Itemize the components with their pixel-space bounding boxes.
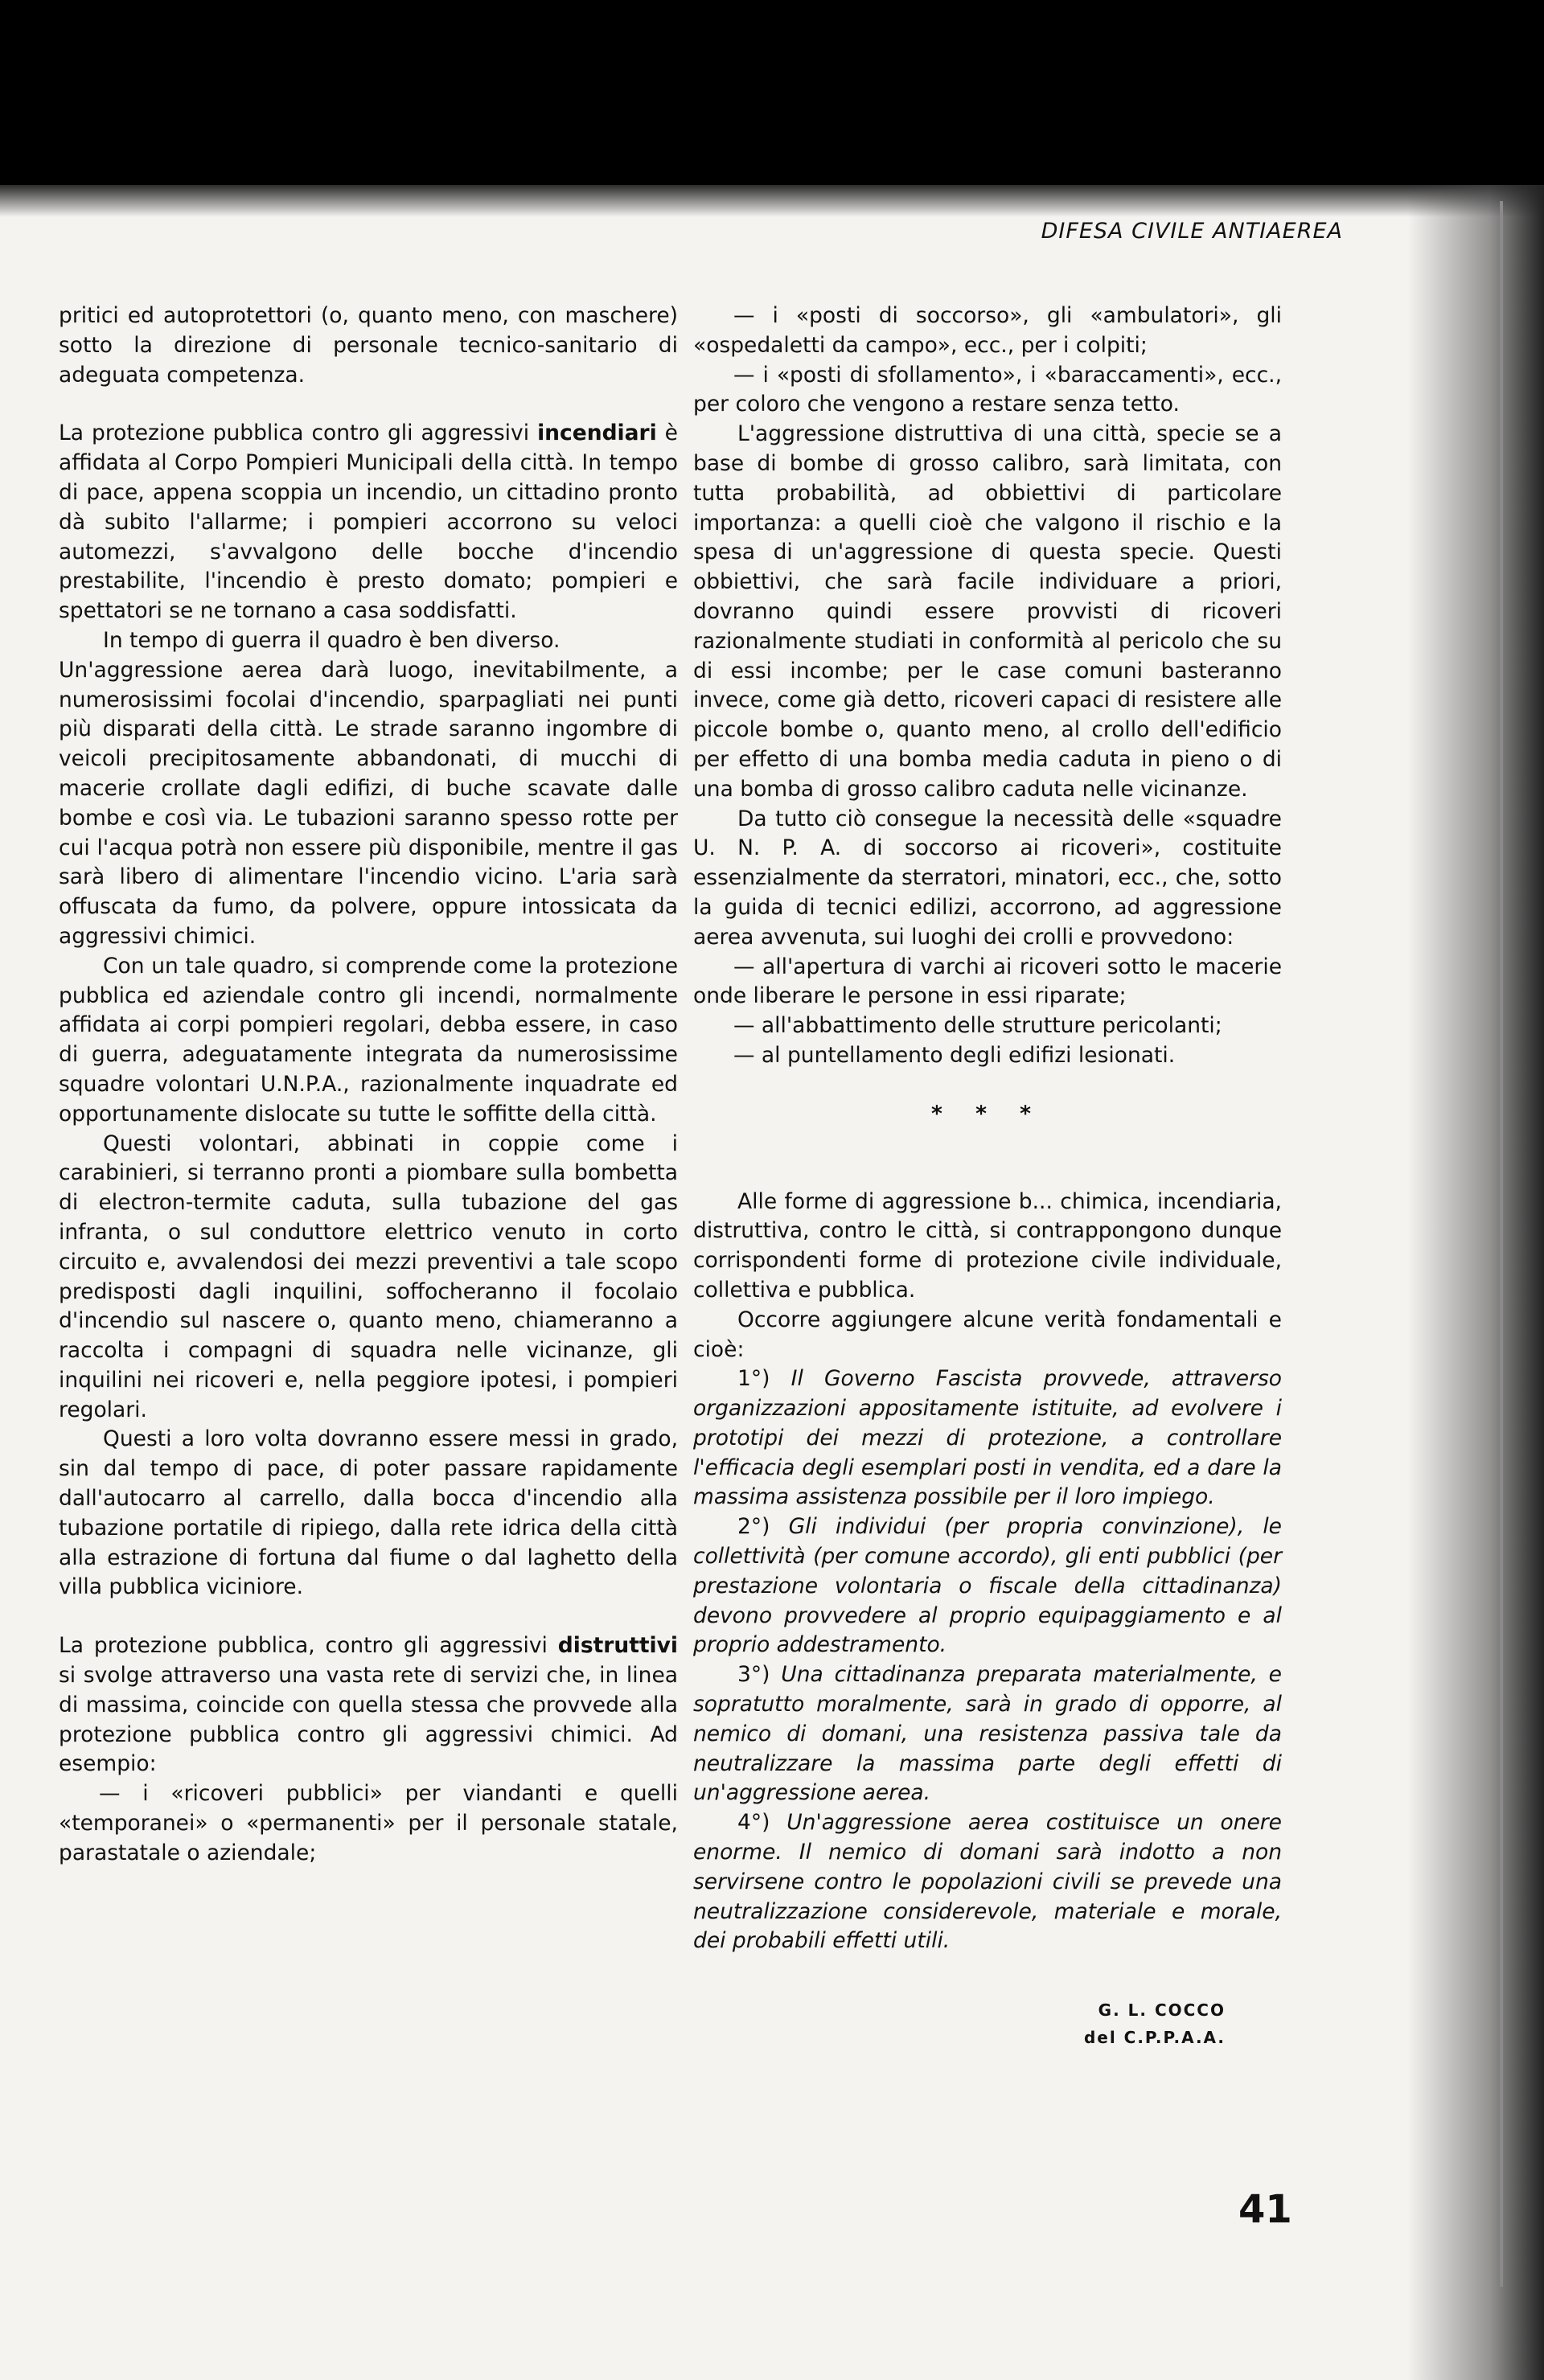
left-column: [59, 302, 678, 1869]
paragraph: La protezione pubblica contro gli aggressivi incendiari è affidata al Corpo Pompieri Municipali della città. In tempo di pace, appena scoppia un incendio, un cittadino pronto dà subito l'allarme; i pompieri accorrono su veloci automezzi, s'avvalgono delle bocche d'incendio prestabilite, l'incendio è presto domato; pompieri e spettatori se ne tornano a casa soddisfatti.: [59, 421, 678, 624]
paragraph: Un'aggressione aerea darà luogo, inevitabilmente, a numerosissimi focolai d'incendio, sparpagliati nei punti più disparati della città. Le strade saranno ingombre di veicoli precipitosamente abbandonati, di mucchi di macerie crollate dagli edifizi, di buche scavate dalle bombe e così via. Le tubazioni saranno spesso rotte per cui l'acqua potrà non essere più disponibile, mentre il gas sarà libero di alimentare l'incendio vicino. L'aria sarà offuscata da fumo, da polvere, oppure intossicata da aggressivi chimici.: [59, 657, 678, 949]
numbered-point: 4°) Un'aggressione aerea costituisce un onere enorme. Il nemico di domani sarà indotto a non servirsene contro le popolazioni civili se prevede una neutralizzazione considerevole, materiale e morale, dei probabili effetti utili.: [693, 1810, 1282, 1954]
right-column: [693, 302, 1282, 2051]
paragraph: Alle forme di aggressione b... chimica, incendiaria, distruttiva, contro le città, si contrappongono dunque corrispondenti forme di protezione civile individuale, collettiva e pubblica.: [693, 1188, 1282, 1303]
list-item: — all'abbattimento delle strutture pericolanti;: [733, 1013, 1222, 1039]
paragraph: Con un tale quadro, si comprende come la protezione pubblica ed aziendale contro gli incendi, normalmente affidata ai corpi pompieri regolari, debba essere, in caso di guerra, adeguatamente integrata da numerosissime squadre volontari U.N.P.A., razionalmente inquadrate ed opportunamente dislocate su tutte le soffitte della città.: [59, 953, 678, 1126]
list-item: — i «posti di soccorso», gli «ambulatori», gli «ospedaletti da campo», ecc., per i colpiti;: [693, 303, 1282, 358]
list-item: — i «posti di sfollamento», i «baraccamenti», ecc., per coloro che vengono a restare senza tetto.: [693, 362, 1282, 417]
numbered-point: 3°) Una cittadinanza preparata materialmente, e sopratutto moralmente, sarà in grado di opporre, al nemico di domani, una resistenza passiva tale da neutralizzare la massima parte degli effetti di un'aggressione aerea.: [693, 1662, 1282, 1806]
page-edge-shadow: [1407, 185, 1544, 2380]
paragraph: L'aggressione distruttiva di una città, specie se a base di bombe di grosso calibro, sarà limitata, con tutta probabilità, ad obbiettivi di particolare importanza: a quelli cioè che valgono il rischio e la spesa di un'aggressione di questa specie. Questi obbiettivi, che sarà facile individuare a priori, dovranno quindi essere provvisti di ricoveri razionalmente studiati in conformità al pericolo che su di essi incombe; per le case comuni basteranno invece, come già detto, ricoveri capaci di resistere alle piccole bombe o, quanto meno, al crollo dell'edificio per effetto di una bomba media caduta in pieno o di una bomba di grosso calibro caduta nelle vicinanze.: [693, 421, 1282, 802]
author-name: G. L. COCCO: [1098, 2000, 1226, 2021]
paragraph: Da tutto ciò consegue la necessità delle «squadre U. N. P. A. di soccorso ai ricoveri», costituite essenzialmente da sterratori, minatori, ecc., che, sotto la guida di tecnici edilizi, accorrono, ad aggressione aerea avvenuta, sui luoghi dei crolli e provvedono:: [693, 806, 1282, 950]
section-separator: * * *: [930, 1101, 1045, 1126]
paragraph: Questi a loro volta dovranno essere messi in grado, sin dal tempo di pace, di poter passare rapidamente dall'autocarro al carrello, dalla bocca d'incendio alla tubazione portatile di ripiego, dalla rete idrica della città alla estrazione di fortuna dal fiume o dal laghetto della villa pubblica viciniore.: [59, 1426, 678, 1600]
list-item: — al puntellamento degli edifizi lesionati.: [733, 1042, 1176, 1068]
paragraph: Questi volontari, abbinati in coppie come i carabinieri, si terranno pronti a piombare sulla bombetta di electron-termite caduta, sulla tubazione del gas infranta, o sul conduttore elettrico venuto in corto circuito e, avvalendosi dei mezzi preventivi a tale scopo predisposti dagli inquilini, soffocheranno il focolaio d'incendio sul nascere o, quanto meno, chiameranno a raccolta i compagni di squadra nelle vicinanze, gli inquilini nei ricoveri e, nella peggiore ipotesi, i pompieri regolari.: [59, 1130, 678, 1422]
author-signature: [693, 1996, 1282, 2051]
paragraph: La protezione pubblica, contro gli aggressivi distruttivi si svolge attraverso una vasta rete di servizi che, in linea di massima, coincide con quella stessa che provvede alla protezione pubblica contro gli aggressivi chimici. Ad esempio:: [59, 1633, 678, 1777]
running-header: DIFESA CIVILE ANTIAEREA: [1041, 219, 1343, 244]
paragraph: In tempo di guerra il quadro è ben diverso.: [103, 627, 561, 653]
bold-term: distruttivi: [557, 1633, 678, 1659]
bold-term: incendiari: [537, 421, 657, 446]
list-item: — all'apertura di varchi ai ricoveri sotto le macerie onde liberare le persone in essi riparate;: [693, 954, 1282, 1009]
numbered-point: 1°) Il Governo Fascista provvede, attraverso organizzazioni appositamente istituite, ad evolvere i prototipi dei mezzi di protezione, a controllare l'efficacia degli esemplari posti in vendita, ed a dare la massima assistenza possibile per il loro impiego.: [693, 1366, 1282, 1510]
page-number: 41: [1238, 2187, 1292, 2232]
paragraph: Occorre aggiungere alcune verità fondamentali e cioè:: [693, 1307, 1282, 1362]
numbered-point: 2°) Gli individui (per propria convinzione), le collettività (per comune accordo), gli enti pubblici (per prestazione volontaria o fiscale della cittadinanza) devono provvedere al proprio equipaggiamento e al proprio addestramento.: [693, 1514, 1282, 1658]
paragraph: pritici ed autoprotettori (o, quanto meno, con maschere) sotto la direzione di personale tecnico-sanitario di adeguata competenza.: [59, 303, 678, 388]
list-item: — i «ricoveri pubblici» per viandanti e quelli «temporanei» o «permanenti» per il personale statale, parastatale o aziendale;: [59, 1781, 678, 1865]
author-affiliation: del C.P.P.A.A.: [1083, 2028, 1226, 2048]
scan-shadow: [0, 185, 1544, 217]
magazine-page: [0, 185, 1544, 2380]
